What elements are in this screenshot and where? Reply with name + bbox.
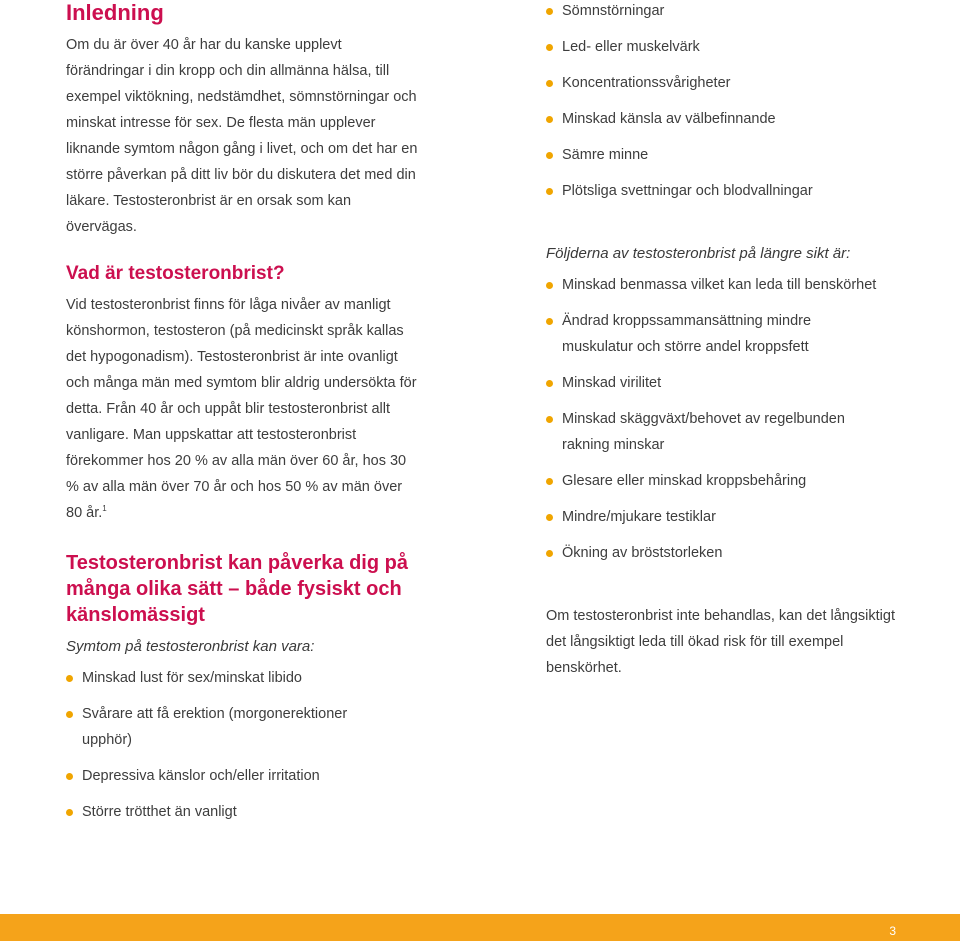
list-item: Mindre/mjukare testiklar	[546, 504, 846, 530]
closing-paragraph: Om testosteronbrist inte behandlas, kan det långsiktigt det långsiktigt leda till ökad risk för till exempel benskörhet.	[546, 608, 895, 676]
list-item: Ändrad kroppssammansättning mindre muskulatur och större andel kroppsfett	[546, 308, 832, 360]
list-item: Minskad lust för sex/minskat libido	[66, 665, 386, 691]
what-heading: Vad är testosteronbrist?	[66, 263, 285, 284]
intro-heading: Inledning	[66, 0, 164, 25]
what-paragraph	[66, 292, 418, 526]
longterm-list	[546, 272, 877, 566]
list-item: Minskad benmassa vilket kan leda till benskörhet	[546, 272, 902, 298]
list-item: Svårare att få erektion (morgonerektioner upphör)	[66, 701, 372, 753]
list-item: Glesare eller minskad kroppsbehåring	[546, 468, 846, 494]
list-item: Minskad skäggväxt/behovet av regelbunden rakning minskar	[546, 406, 862, 458]
list-item: Minskad känsla av välbefinnande	[546, 106, 906, 132]
list-item: Ökning av bröststorleken	[546, 540, 846, 566]
list-item: Större trötthet än vanligt	[66, 799, 386, 825]
what-text: Vid testosteronbrist finns för låga nivåer av manligt könshormon, testosteron (på medicinskt språk kallas det hypogonadism). Testosteronbrist är inte ovanligt och många män med symtom blir aldrig undersökta för detta. Från 40 år och uppåt blir testosteronbrist allt vanligare. Man uppskattar att testosteronbrist förekommer hos 20 % av alla män över 60 år, hos 30 % av alla män över 70 år och hos 50 % av män över 80 år.	[66, 297, 417, 521]
symptoms-label: Symtom på testosteronbrist kan vara:	[66, 638, 315, 655]
list-item: Plötsliga svettningar och blodvallningar	[546, 178, 906, 204]
footnote-ref: 1	[102, 504, 107, 514]
list-item: Sömnstörningar	[546, 0, 906, 24]
intro-paragraph: Om du är över 40 år har du kanske upplevt förändringar i din kropp och din allmänna hälsa, till exempel viktökning, nedstämdhet, sömnstörningar och minskat intresse för sex. De flesta män upplever liknande symtom någon gång i livet, och om det har en större påverkan på ditt liv bör du diskutera det med din läkare. Testosteronbrist är en orsak som kan övervägas.	[66, 37, 418, 235]
list-item: Koncentrationssvårigheter	[546, 70, 906, 96]
symptoms-list	[66, 665, 386, 825]
longterm-label: Följderna av testosteronbrist på längre sikt är:	[546, 245, 851, 262]
list-item: Led- eller muskelvärk	[546, 34, 906, 60]
list-item: Depressiva känslor och/eller irritation	[66, 763, 386, 789]
footer-bar	[0, 914, 960, 941]
impact-heading: Testosteronbrist kan påverka dig på många olika sätt – både fysiskt och känslomässigt	[66, 552, 408, 626]
page-number: 3	[889, 924, 896, 938]
list-item: Minskad virilitet	[546, 370, 846, 396]
list-item: Sämre minne	[546, 142, 906, 168]
symptoms-cont-list	[546, 0, 906, 204]
